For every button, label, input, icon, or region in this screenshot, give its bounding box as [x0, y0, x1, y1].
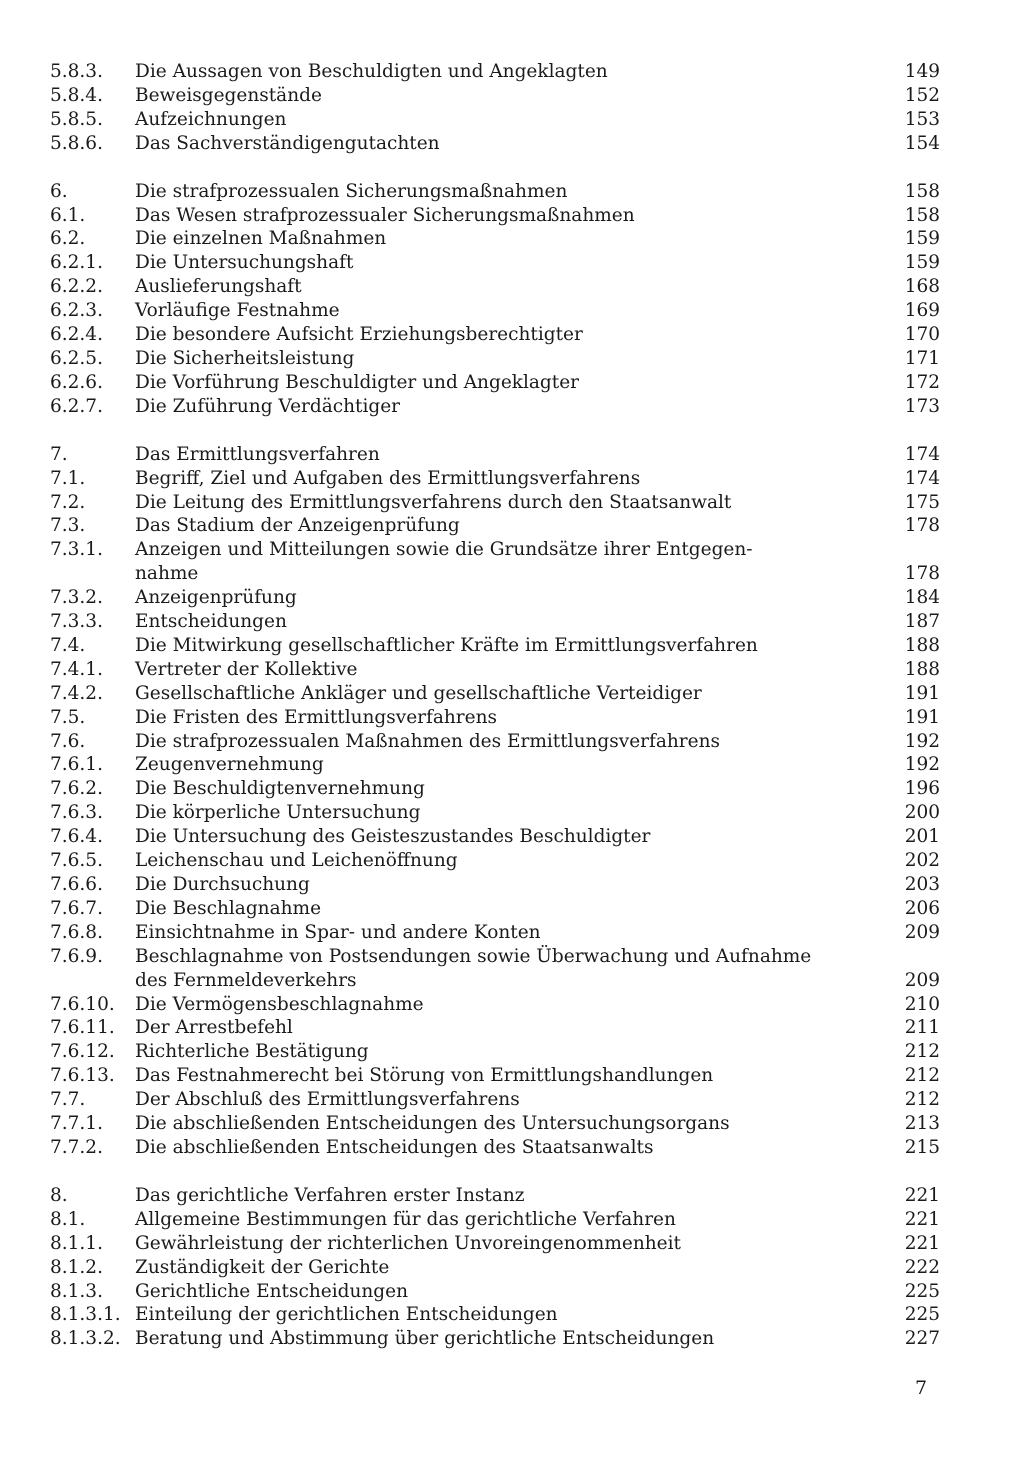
toc-entry-title: Zuständigkeit der Gerichte	[135, 1256, 390, 1278]
toc-entry-page: 212	[904, 1041, 940, 1063]
toc-entry-page: 209	[904, 921, 940, 943]
toc-entry	[50, 1232, 940, 1256]
toc-entry-page: 225	[904, 1280, 940, 1302]
toc-entry	[50, 1016, 940, 1040]
toc-entry	[50, 682, 940, 706]
toc-entry-title: Das Ermittlungsverfahren	[135, 443, 380, 465]
toc-entry-page: 188	[904, 634, 940, 656]
toc-entry	[50, 945, 940, 969]
toc-entry	[50, 251, 940, 275]
toc-entry-number: 7.6.7.	[50, 897, 103, 919]
toc-entry	[50, 395, 940, 419]
toc-entry	[50, 634, 940, 658]
toc-entry-title: Das Sachverständigengutachten	[135, 132, 440, 154]
toc-entry-title: Die Beschlagnahme	[135, 897, 322, 919]
toc-entry-title: Auslieferungshaft	[135, 276, 302, 298]
toc-entry-page: 221	[904, 1208, 940, 1230]
toc-entry-page: 173	[904, 395, 940, 417]
toc-entry-number: 7.6.4.	[50, 826, 103, 848]
toc-entry-number: 7.6.	[50, 730, 86, 752]
toc-entry	[50, 371, 940, 395]
toc-entry-title: Die körperliche Untersuchung	[135, 802, 421, 824]
toc-entry-title-continued: nahme	[135, 563, 199, 585]
toc-entry-number: 6.2.6.	[50, 371, 103, 393]
section-spacer	[50, 156, 940, 180]
toc-entry	[50, 1208, 940, 1232]
toc-entry-number: 7.6.3.	[50, 802, 103, 824]
toc-entry-title: Die Mitwirkung gesellschaftlicher Kräfte im Ermittlungsverfahren	[135, 634, 758, 656]
toc-entry-title: Der Arrestbefehl	[135, 1017, 293, 1039]
toc-entry-title: Beschlagnahme von Postsendungen sowie Überwachung und Aufnahme	[135, 945, 812, 967]
toc-entry-number: 7.7.1.	[50, 1113, 103, 1135]
table-of-contents	[50, 60, 940, 1351]
toc-entry	[50, 921, 940, 945]
toc-entry	[50, 299, 940, 323]
toc-entry-title: Die Beschuldigtenvernehmung	[135, 778, 425, 800]
toc-entry-number: 7.6.9.	[50, 945, 103, 967]
toc-entry-page: 184	[904, 587, 940, 609]
toc-entry-page: 171	[904, 347, 940, 369]
toc-entry-page: 168	[904, 276, 940, 298]
toc-entry	[50, 1327, 940, 1351]
toc-entry	[50, 538, 940, 562]
toc-entry	[50, 132, 940, 156]
toc-entry-title: Beratung und Abstimmung über gerichtliche Entscheidungen	[135, 1328, 715, 1350]
toc-entry-page: 169	[904, 300, 940, 322]
toc-entry-title: Das Wesen strafprozessualer Sicherungsmaßnahmen	[135, 204, 635, 226]
toc-entry	[50, 801, 940, 825]
toc-entry-page: 209	[904, 969, 940, 991]
toc-entry-page: 196	[904, 778, 940, 800]
toc-entry-page: 215	[904, 1136, 940, 1158]
toc-entry-title: Anzeigen und Mitteilungen sowie die Grundsätze ihrer Entgegen-	[135, 539, 753, 561]
toc-entry	[50, 180, 940, 204]
toc-entry-page: 221	[904, 1232, 940, 1254]
toc-entry-page: 227	[904, 1328, 940, 1350]
toc-entry	[50, 1064, 940, 1088]
toc-entry-number: 7.4.1.	[50, 658, 103, 680]
toc-entry	[50, 1256, 940, 1280]
toc-entry-title: Die Durchsuchung	[135, 874, 310, 895]
toc-entry-number: 6.2.5.	[50, 347, 103, 369]
toc-entry	[50, 849, 940, 873]
toc-entry-title: Die strafprozessualen Sicherungsmaßnahmen	[135, 180, 568, 202]
toc-section	[50, 60, 940, 156]
toc-entry-title-continued: des Fernmeldeverkehrs	[135, 969, 357, 991]
toc-section	[50, 443, 940, 1160]
toc-entry-number: 7.3.2.	[50, 587, 103, 609]
toc-entry-title: Leichenschau und Leichenöffnung	[135, 850, 458, 872]
toc-entry-page: 149	[904, 61, 940, 82]
toc-entry-title: Das gerichtliche Verfahren erster Instanz	[135, 1184, 525, 1206]
toc-entry-number: 7.6.13.	[50, 1065, 115, 1087]
toc-entry-title: Die Leitung des Ermittlungsverfahrens durch den Staatsanwalt	[135, 491, 732, 513]
toc-entry-title: Die besondere Aufsicht Erziehungsberechtigter	[135, 324, 583, 346]
toc-entry-page: 152	[904, 84, 940, 106]
toc-entry-number: 7.7.	[50, 1089, 86, 1111]
toc-entry-title: Beweisgegenstände	[135, 84, 322, 106]
toc-entry-continuation	[50, 562, 940, 586]
toc-entry-number: 8.1.	[50, 1208, 86, 1230]
toc-entry-title: Vertreter der Kollektive	[135, 658, 358, 680]
toc-entry-page: 202	[904, 850, 940, 872]
toc-entry-page: 178	[904, 515, 940, 537]
toc-entry-page: 174	[904, 467, 940, 489]
toc-entry-number: 5.8.4.	[50, 84, 103, 106]
toc-entry-page: 178	[904, 563, 940, 585]
toc-entry	[50, 514, 940, 538]
toc-entry	[50, 443, 940, 467]
toc-entry	[50, 825, 940, 849]
toc-entry-number: 7.7.2.	[50, 1136, 103, 1158]
toc-entry-title: Die Untersuchungshaft	[135, 252, 354, 274]
toc-entry-page: 225	[904, 1304, 940, 1326]
toc-entry-page: 187	[904, 611, 940, 633]
toc-entry-title: Die strafprozessualen Maßnahmen des Ermittlungsverfahrens	[135, 730, 720, 752]
toc-entry-number: 7.6.10.	[50, 993, 115, 1015]
toc-entry-number: 7.6.5.	[50, 850, 103, 872]
toc-entry-number: 8.	[50, 1184, 68, 1206]
toc-entry-page: 191	[904, 706, 940, 728]
toc-entry-page: 172	[904, 371, 940, 393]
toc-entry	[50, 467, 940, 491]
toc-entry-number: 6.2.3.	[50, 300, 103, 322]
toc-entry-title: Die Fristen des Ermittlungsverfahrens	[135, 706, 498, 728]
toc-entry-title: Die Vorführung Beschuldigter und Angeklagter	[135, 371, 579, 393]
toc-entry-page: 212	[904, 1065, 940, 1087]
toc-entry-number: 6.2.7.	[50, 395, 103, 417]
toc-entry	[50, 1112, 940, 1136]
toc-entry	[50, 730, 940, 754]
toc-entry-number: 7.3.1.	[50, 539, 103, 561]
toc-entry-number: 8.1.3.1.	[50, 1304, 121, 1326]
toc-entry	[50, 1136, 940, 1160]
toc-entry-page: 158	[904, 180, 940, 202]
toc-entry-page: 203	[904, 874, 940, 895]
toc-entry-title: Einsichtnahme in Spar- und andere Konten	[135, 921, 541, 943]
toc-entry-page: 170	[904, 324, 940, 346]
toc-entry-number: 7.6.1.	[50, 754, 103, 776]
toc-entry-page: 213	[904, 1113, 940, 1135]
toc-entry-number: 6.	[50, 180, 68, 202]
toc-entry	[50, 1280, 940, 1304]
toc-entry-title: Die Untersuchung des Geisteszustandes Beschuldigter	[135, 826, 651, 848]
toc-entry	[50, 1303, 940, 1327]
toc-entry-page: 188	[904, 658, 940, 680]
toc-entry-title: Anzeigenprüfung	[135, 587, 297, 609]
toc-entry	[50, 586, 940, 610]
toc-entry-title: Der Abschluß des Ermittlungsverfahrens	[135, 1089, 520, 1111]
toc-entry-number: 7.6.6.	[50, 874, 103, 895]
toc-entry	[50, 1040, 940, 1064]
toc-entry-page: 153	[904, 108, 940, 130]
toc-entry-page: 191	[904, 682, 940, 704]
toc-entry	[50, 227, 940, 251]
toc-entry-title: Die Zuführung Verdächtiger	[135, 395, 401, 417]
toc-entry	[50, 706, 940, 730]
toc-entry-number: 6.2.1.	[50, 252, 103, 274]
toc-entry-number: 7.	[50, 443, 68, 465]
toc-entry	[50, 1184, 940, 1208]
toc-entry	[50, 491, 940, 515]
toc-entry-number: 7.6.12.	[50, 1041, 115, 1063]
toc-entry	[50, 753, 940, 777]
toc-entry-title: Die abschließenden Entscheidungen des Untersuchungsorgans	[135, 1113, 730, 1135]
toc-entry-number: 7.4.	[50, 634, 86, 656]
toc-entry-title: Einteilung der gerichtlichen Entscheidungen	[135, 1304, 558, 1326]
toc-entry	[50, 323, 940, 347]
toc-entry-page: 200	[904, 802, 940, 824]
toc-entry-number: 7.6.8.	[50, 921, 103, 943]
toc-section	[50, 180, 940, 419]
toc-entry-title: Gerichtliche Entscheidungen	[135, 1280, 409, 1302]
toc-entry-title: Zeugenvernehmung	[135, 754, 324, 776]
toc-entry-page: 222	[904, 1256, 940, 1278]
toc-entry	[50, 610, 940, 634]
toc-entry-page: 221	[904, 1184, 940, 1206]
toc-entry	[50, 873, 940, 897]
toc-entry-page: 192	[904, 730, 940, 752]
toc-entry	[50, 204, 940, 228]
toc-entry-title: Das Stadium der Anzeigenprüfung	[135, 515, 460, 537]
toc-entry	[50, 897, 940, 921]
toc-entry-title: Die abschließenden Entscheidungen des Staatsanwalts	[135, 1136, 654, 1158]
toc-section	[50, 1184, 940, 1351]
toc-entry-page: 154	[904, 132, 940, 154]
toc-entry-number: 7.4.2.	[50, 682, 103, 704]
toc-entry-continuation	[50, 969, 940, 993]
toc-entry-number: 5.8.5.	[50, 108, 103, 130]
toc-entry-number: 7.3.3.	[50, 611, 103, 633]
toc-entry-title: Entscheidungen	[135, 611, 287, 633]
toc-entry	[50, 60, 940, 84]
toc-entry-title: Gesellschaftliche Ankläger und gesellschaftliche Verteidiger	[135, 682, 702, 704]
toc-entry-number: 8.1.3.	[50, 1280, 103, 1302]
toc-entry-page: 212	[904, 1089, 940, 1111]
toc-entry-title: Das Festnahmerecht bei Störung von Ermittlungshandlungen	[135, 1065, 714, 1087]
toc-entry-title: Die Aussagen von Beschuldigten und Angeklagten	[135, 61, 608, 82]
toc-entry-number: 6.2.4.	[50, 324, 103, 346]
toc-entry-title: Vorläufige Festnahme	[135, 300, 340, 322]
toc-entry	[50, 347, 940, 371]
toc-entry	[50, 275, 940, 299]
page-number: 7	[915, 1377, 928, 1399]
toc-entry-title: Begriff, Ziel und Aufgaben des Ermittlungsverfahrens	[135, 467, 641, 489]
toc-entry-title: Die einzelnen Maßnahmen	[135, 228, 387, 250]
toc-entry-page: 158	[904, 204, 940, 226]
toc-entry-number: 7.5.	[50, 706, 86, 728]
toc-entry-number: 7.3.	[50, 515, 86, 537]
toc-entry-number: 6.2.	[50, 228, 86, 250]
toc-entry-page: 210	[904, 993, 940, 1015]
toc-entry-page: 175	[904, 491, 940, 513]
toc-entry-number: 5.8.6.	[50, 132, 103, 154]
toc-entry-page: 159	[904, 228, 940, 250]
toc-entry-title: Aufzeichnungen	[135, 108, 287, 130]
toc-entry	[50, 993, 940, 1017]
toc-entry	[50, 84, 940, 108]
toc-entry-title: Allgemeine Bestimmungen für das gerichtliche Verfahren	[135, 1208, 676, 1230]
toc-entry-number: 8.1.3.2.	[50, 1328, 121, 1350]
toc-entry-page: 192	[904, 754, 940, 776]
toc-entry-title: Die Sicherheitsleistung	[135, 347, 355, 369]
section-spacer	[50, 419, 940, 443]
toc-entry-page: 206	[904, 897, 940, 919]
toc-entry-number: 8.1.2.	[50, 1256, 103, 1278]
toc-entry	[50, 777, 940, 801]
section-spacer	[50, 1160, 940, 1184]
toc-entry-number: 7.6.11.	[50, 1017, 115, 1039]
toc-entry-number: 7.2.	[50, 491, 86, 513]
toc-entry	[50, 1088, 940, 1112]
toc-entry-title: Richterliche Bestätigung	[135, 1041, 369, 1063]
toc-entry-number: 6.2.2.	[50, 276, 103, 298]
toc-entry-number: 7.6.2.	[50, 778, 103, 800]
toc-entry-title: Die Vermögensbeschlagnahme	[135, 993, 424, 1015]
toc-entry	[50, 658, 940, 682]
toc-entry-number: 5.8.3.	[50, 61, 103, 82]
toc-entry-number: 8.1.1.	[50, 1232, 103, 1254]
toc-entry-title: Gewährleistung der richterlichen Unvoreingenommenheit	[135, 1232, 681, 1254]
toc-entry	[50, 108, 940, 132]
toc-entry-page: 211	[904, 1017, 940, 1039]
toc-entry-page: 174	[904, 443, 940, 465]
toc-entry-page: 201	[904, 826, 940, 848]
toc-entry-number: 7.1.	[50, 467, 86, 489]
toc-entry-number: 6.1.	[50, 204, 86, 226]
toc-entry-page: 159	[904, 252, 940, 274]
